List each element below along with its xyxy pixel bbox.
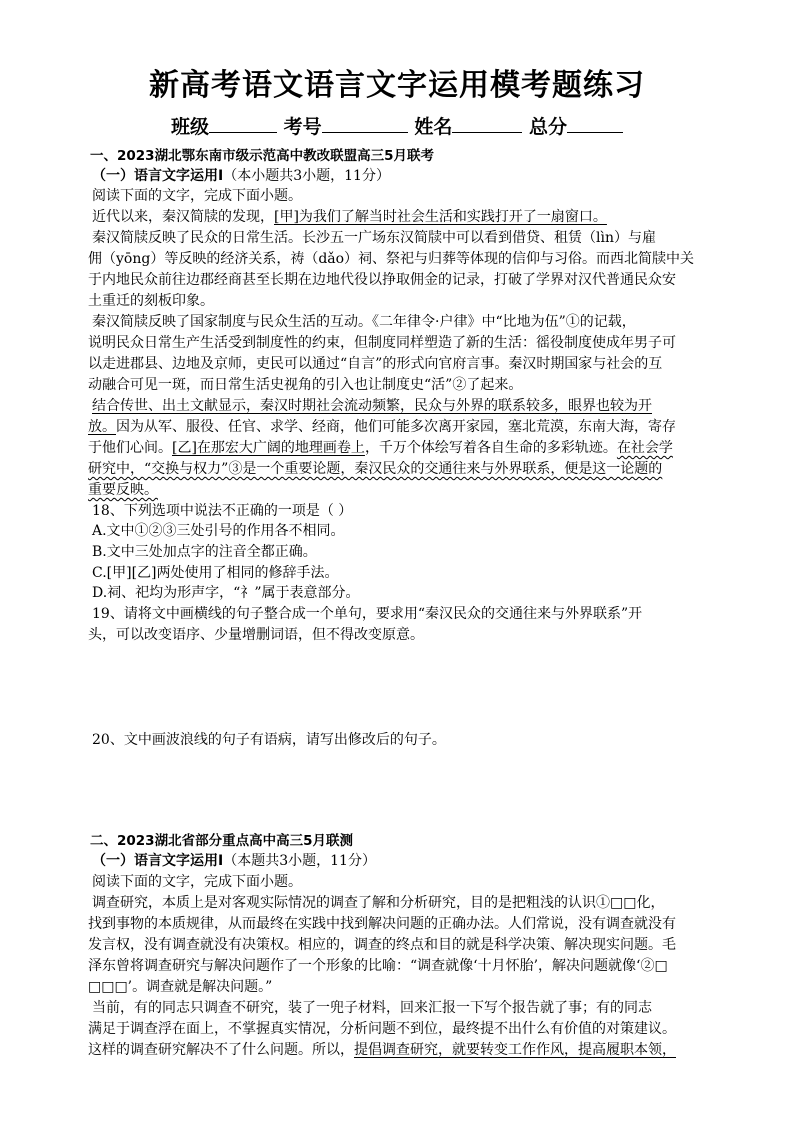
page-title: 新高考语文语言文字运用模考题练习	[149, 68, 645, 103]
passage-1-para-4: 结合传世、出土文献显示，秦汉时期社会流动频繁，民众与外界的联系较多，眼界也较为开	[92, 398, 652, 414]
passage-1-para-2: 秦汉简牍反映了民众的日常生活。长沙五一广场东汉简牍中可以看到借贷、租赁（lìn）与雇	[92, 230, 656, 246]
section-2-subheading: （一）语言文字运用Ⅰ（本题共3小题，11分）	[92, 853, 376, 869]
passage-1-para-3: 说明民众日常生产生活受到制度性的约束，但制度同样塑造了新的生活：徭役制度使成年男子可	[88, 335, 676, 351]
passage-2-para-1: 找到事物的本质规律，从而最终在实践中找到解决问题的正确办法。人们常说，没有调查就没有	[88, 916, 676, 932]
class-blank[interactable]	[209, 114, 277, 133]
question-18: 18、下列选项中说法不正确的一项是（ ）	[92, 503, 353, 519]
question-19: 头，可以改变语序、少量增删词语，但不得改变原意。	[88, 627, 424, 643]
score-blank[interactable]	[567, 114, 623, 133]
section-2-instruction: 阅读下面的文字，完成下面小题。	[92, 874, 302, 890]
passage-2-para-2: 这样的调查研究解决不了什么问题。所以，提倡调查研究，就要转变工作作风，提高履职本领，	[88, 1042, 676, 1058]
question-18-option-a: A.文中①②③三处引号的作用各不相同。	[92, 523, 345, 539]
passage-2-para-1: 发言权，没有调查就没有决策权。相应的，调查的终点和目的就是科学决策、解决现实问题。毛	[88, 937, 676, 953]
section-1-subheading: （一）语言文字运用Ⅰ（本小题共3小题，11分）	[92, 168, 390, 184]
section-1-heading: 一、2023湖北鄂东南市级示范高中教改联盟高三5月联考	[90, 148, 434, 164]
passage-1-para-4: 重要反映。	[88, 482, 158, 498]
name-blank[interactable]	[452, 114, 522, 133]
passage-1-para-3: 秦汉简牍反映了国家制度与民众生活的互动。《二年律令·户律》中“比地为伍”①的记载，	[92, 314, 636, 330]
name-label: 姓名	[414, 116, 453, 138]
number-label: 考号	[283, 116, 322, 138]
question-18-option-c: C.[甲][乙]两处使用了相同的修辞手法。	[92, 565, 339, 581]
score-label: 总分	[528, 116, 567, 138]
passage-1-para-2: 于内地民众前往边郡经商甚至长期在边地代役以挣取佣金的记录，打破了学界对汉代普通民众安	[88, 272, 676, 288]
section-1-instruction: 阅读下面的文字，完成下面小题。	[92, 188, 302, 204]
passage-2-para-1: □□□’。调查就是解决问题。”	[88, 979, 273, 995]
class-label: 班级	[171, 116, 210, 138]
passage-1-para-3: 动融合可见一斑，而日常生活史视角的引入也让制度史“活”②了起来。	[88, 377, 523, 393]
section-2-heading: 二、2023湖北省部分重点高中高三5月联测	[90, 833, 353, 849]
question-18-option-b: B.文中三处加点字的注音全都正确。	[92, 544, 317, 560]
question-19: 19、请将文中画横线的句子整合成一个单句，要求用“秦汉民众的交通往来与外界联系”开	[92, 606, 643, 622]
passage-1-para-2: 佣（yōng）等反映的经济关系，祷（dǎo）祠、祭祀与归葬等体现的信仰与习俗。而西北简牍中关	[88, 251, 695, 267]
passage-1-para-4: 放。因为从军、服役、任官、求学、经商，他们可能多次离开家园，塞北荒漠，东南大海，寄存	[88, 419, 676, 435]
passage-1-para-1: 近代以来，秦汉简牍的发现，[甲]为我们了解当时社会生活和实践打开了一扇窗口。	[92, 209, 607, 225]
passage-1-para-2: 土重迁的刻板印象。	[88, 293, 214, 309]
passage-1-para-4: 于他们心间。[乙]在那宏大广阔的地理画卷上，千万个体绘写着各自生命的多彩轨迹。在社会学	[88, 440, 673, 456]
passage-1-para-4: 研究中，“交换与权力”③是一个重要论题，秦汉民众的交通往来与外界联系，便是这一论题的	[88, 461, 663, 477]
passage-2-para-1: 调查研究，本质上是对客观实际情况的调查了解和分析研究，目的是把粗浅的认识①□□化，	[92, 895, 665, 911]
question-18-option-d: D.祠、祀均为形声字，“礻”属于表意部分。	[92, 585, 360, 601]
student-info-line	[0, 112, 794, 139]
passage-2-para-1: 泽东曾将调查研究与解决问题作了一个形象的比喻：“调查就像‘十月怀胎’，解决问题就像‘②□	[88, 958, 668, 974]
number-blank[interactable]	[322, 114, 408, 133]
passage-1-para-3: 以走进郡县、边地及京师，吏民可以通过“自言”的形式向官府言事。秦汉时期国家与社会的互	[88, 356, 663, 372]
passage-2-para-2: 满足于调查浮在面上，不掌握真实情况，分析问题不到位，最终提不出什么有价值的对策建议。	[88, 1021, 676, 1037]
question-20: 20、文中画波浪线的句子有语病，请写出修改后的句子。	[92, 732, 446, 748]
passage-2-para-2: 当前，有的同志只调查不研究，装了一兜子材料，回来汇报一下写个报告就了事；有的同志	[92, 1000, 652, 1016]
